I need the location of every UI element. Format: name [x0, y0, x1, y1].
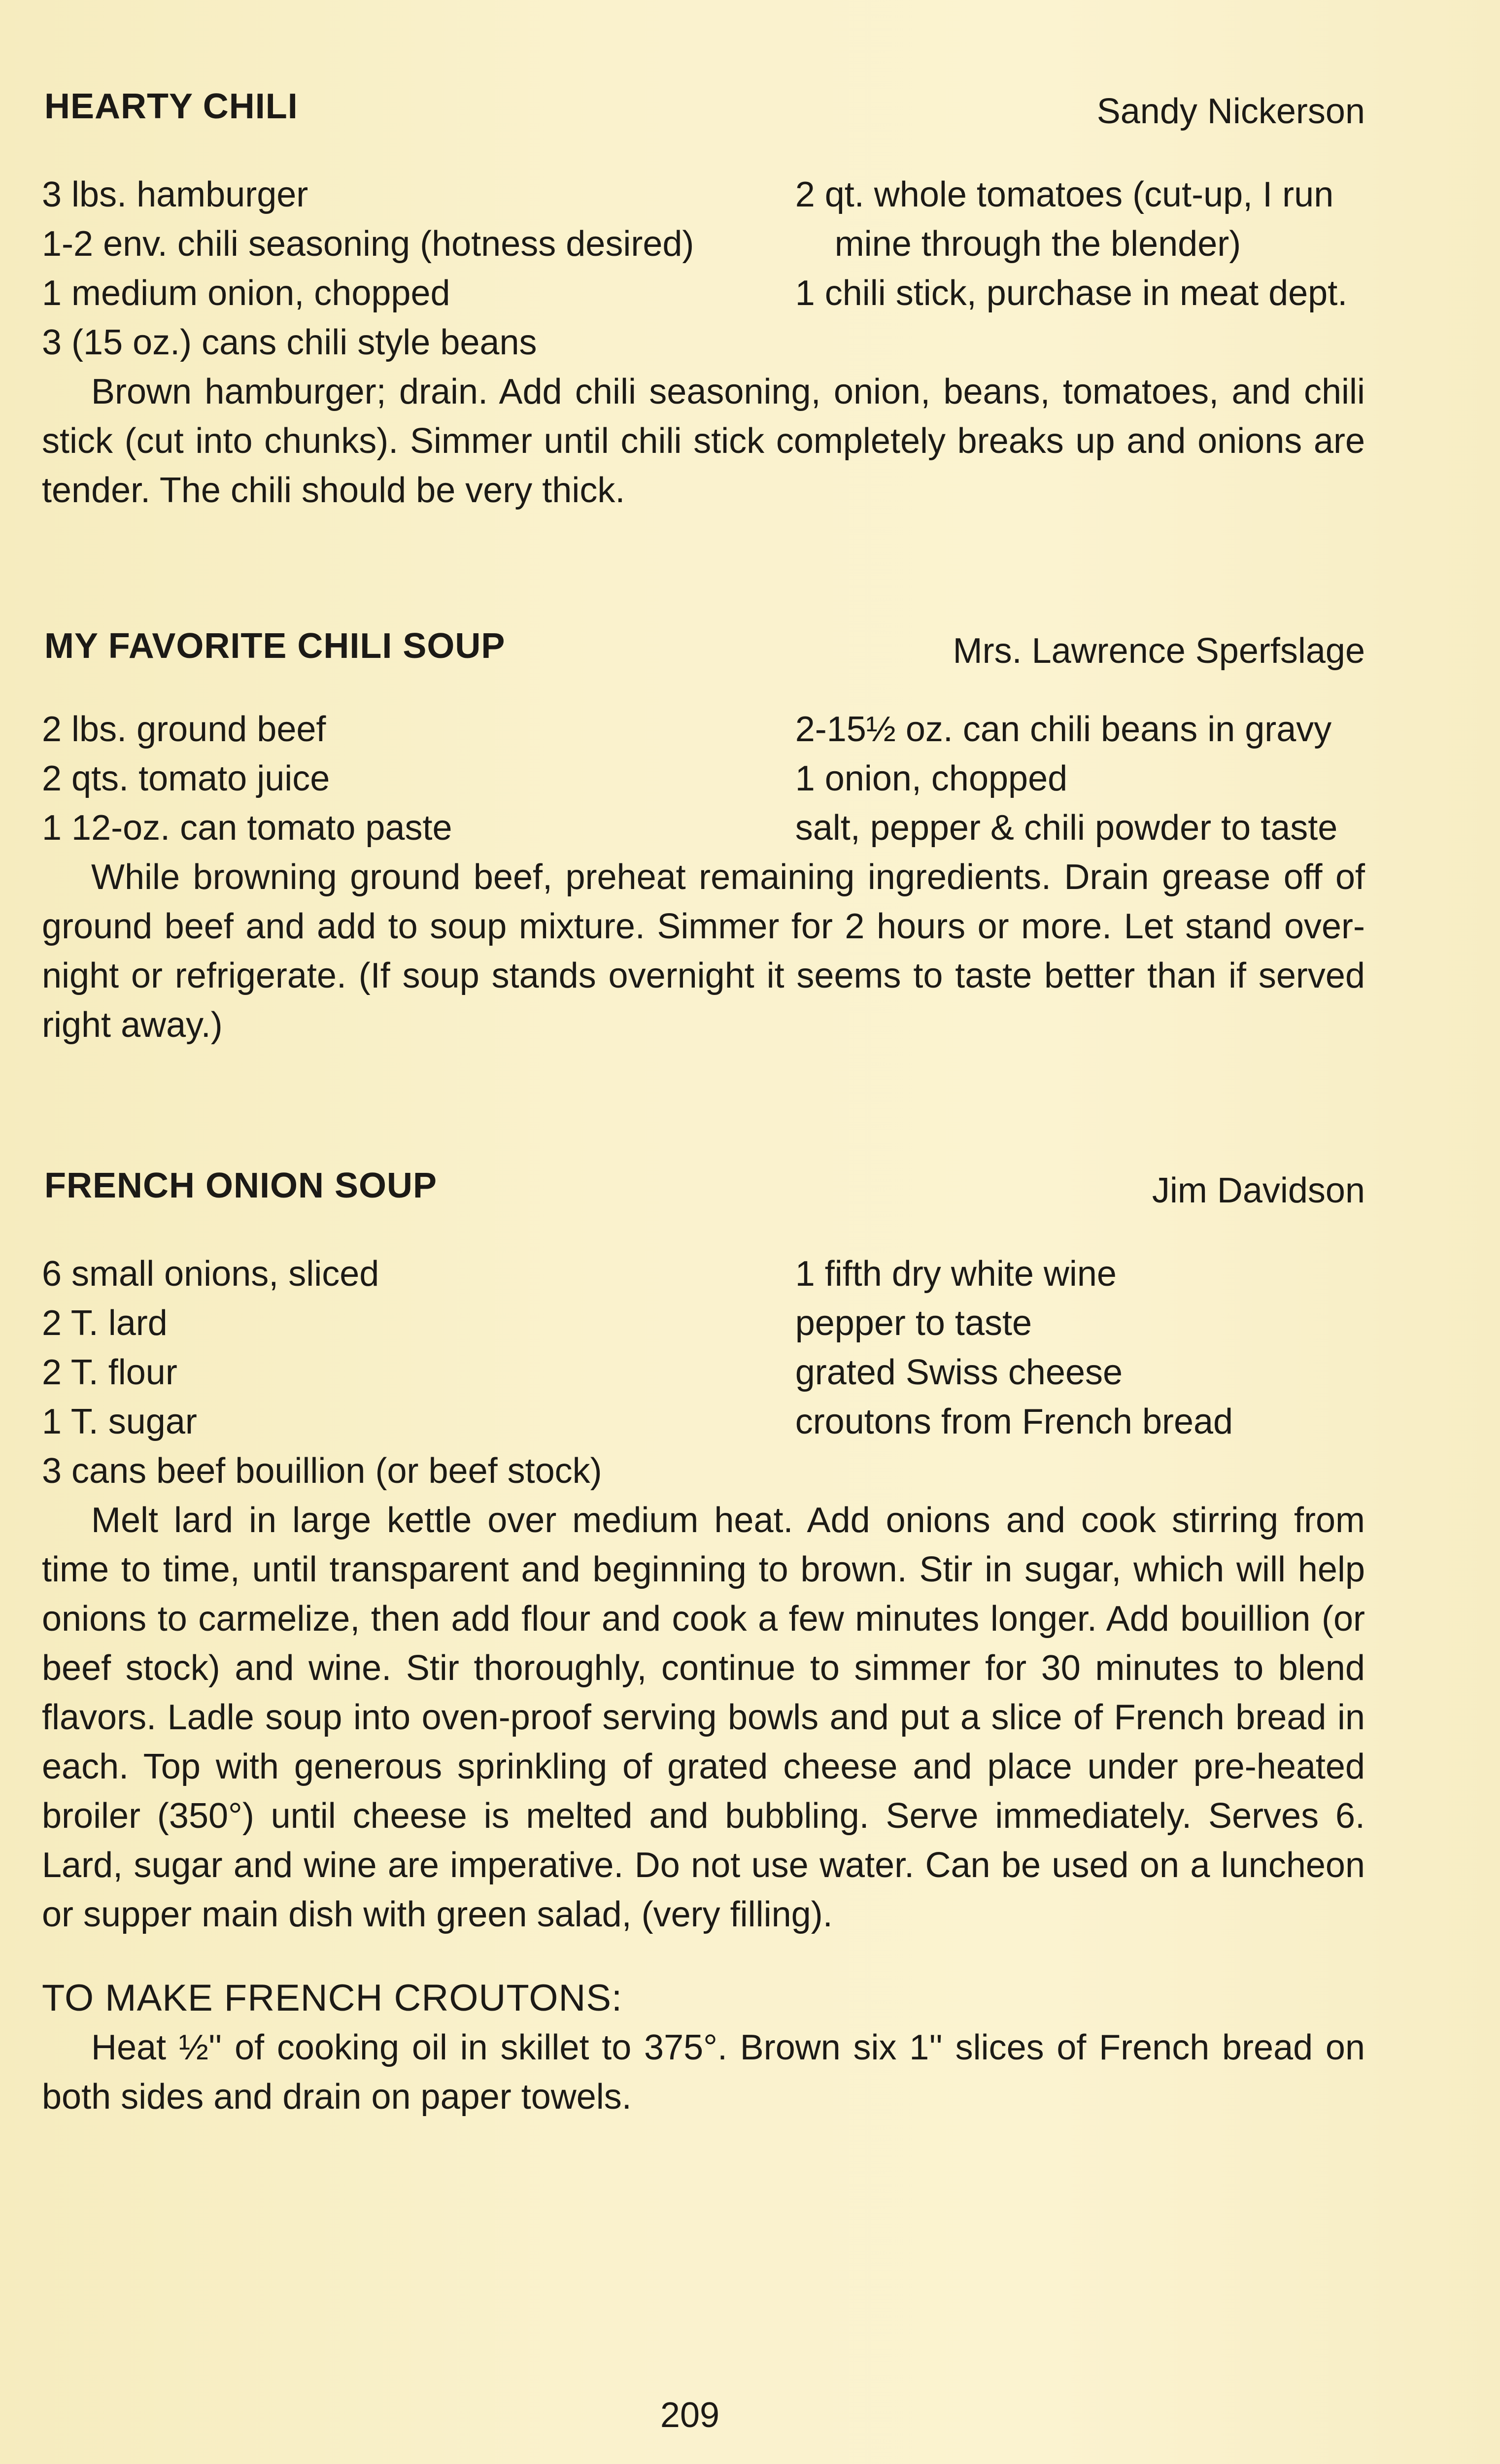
ingredient: 6 small onions, sliced [42, 1254, 379, 1294]
ingredient: pepper to taste [795, 1303, 1032, 1343]
ingredient: 3 lbs. hamburger [42, 175, 308, 214]
ingredients-list [34, 170, 1365, 367]
ingredient: 2 qts. tomato juice [42, 759, 330, 798]
ingredient: 2 T. lard [42, 1303, 168, 1343]
recipe-author: Jim Davidson [1152, 1171, 1365, 1210]
ingredient: 2 qt. whole tomatoes (cut-up, I run [795, 175, 1334, 214]
ingredients-left-column [34, 705, 795, 853]
ingredients-left-column [34, 170, 795, 367]
croutons-method: Heat ½'' of cooking oil in skillet to 375°. Brown six 1'' slices of French bread on both sides and drain on paper towels. [42, 2028, 1365, 2117]
ingredients-list [34, 705, 1365, 853]
recipe-french-onion-soup [34, 1165, 1365, 2122]
recipe-method: Brown hamburger; drain. Add chili seasoning, onion, beans, tomatoes, and chili stick (cut into chunks). Simmer until chili stick completely breaks up and onions are tender. The chili should be very thick. [42, 372, 1365, 510]
ingredient: salt, pepper & chili powder to taste [795, 808, 1338, 848]
ingredient: 3 cans beef bouillion (or beef stock) [42, 1451, 602, 1491]
ingredients-right-column [795, 705, 1365, 853]
recipe-author: Sandy Nickerson [1096, 92, 1365, 131]
recipe-title: MY FAVORITE CHILI SOUP [44, 626, 506, 666]
recipe-hearty-chili [34, 86, 1365, 515]
ingredient: 1 fifth dry white wine [795, 1254, 1117, 1294]
recipe-header [34, 626, 1365, 680]
ingredient: 1 T. sugar [42, 1402, 197, 1441]
ingredients-right-column [795, 1249, 1365, 1496]
croutons-heading: TO MAKE FRENCH CROUTONS: [42, 1977, 623, 2019]
page-number: 209 [660, 2396, 720, 2435]
ingredient: 1 onion, chopped [795, 759, 1068, 798]
ingredient: 2 T. flour [42, 1353, 177, 1392]
recipe-author: Mrs. Lawrence Sperfslage [953, 631, 1365, 671]
ingredient: croutons from French bread [795, 1402, 1233, 1441]
ingredient: 2 lbs. ground beef [42, 710, 326, 749]
ingredient-continuation: mine through the blender) [834, 224, 1241, 264]
recipe-my-favorite-chili-soup [34, 626, 1365, 1050]
ingredient: 3 (15 oz.) cans chili style beans [42, 323, 537, 362]
ingredient: 1 medium onion, chopped [42, 274, 450, 313]
recipe-method: Melt lard in large kettle over medium heat. Add onions and cook stirring from time to time, until transparent and beginning to brown. Stir in sugar, which will help onions to carmelize, then add flour and cook a few minutes longer. Add bouillion (or beef stock) and wine. Stir thoroughly, continue to simmer for 30 minutes to blend flavors. Ladle soup into oven-proof serving bowls and put a slice of French bread in each. Top with generous sprinkling of grated cheese and place under pre-heated broiler (350°) until cheese is melted and bubbling. Serve immediately. Serves 6. Lard, sugar and wine are imperative. Do not use water. Can be used on a luncheon or supper main dish with green salad, (very filling). [42, 1501, 1365, 1934]
ingredient: 1 12-oz. can tomato paste [42, 808, 452, 848]
ingredient: 1 chili stick, purchase in meat dept. [795, 274, 1348, 313]
ingredients-list [34, 1249, 1365, 1496]
ingredient: grated Swiss cheese [795, 1353, 1123, 1392]
ingredient: 1-2 env. chili seasoning (hotness desired) [42, 224, 694, 264]
recipe-title: FRENCH ONION SOUP [44, 1166, 438, 1205]
ingredient: 2-15½ oz. can chili beans in gravy [795, 710, 1332, 749]
recipe-header [34, 86, 1365, 140]
ingredients-right-column [795, 170, 1365, 367]
ingredients-left-column [34, 1249, 795, 1496]
recipe-title: HEARTY CHILI [44, 87, 298, 126]
recipe-method: While browning ground beef, preheat remaining ingredients. Drain grease off of ground beef and add to soup mixture. Simmer for 2 hours or more. Let stand over-night or refrigerate. (If soup stands overnight it seems to taste better than if served right away.) [42, 857, 1365, 1045]
recipe-header [34, 1165, 1365, 1220]
